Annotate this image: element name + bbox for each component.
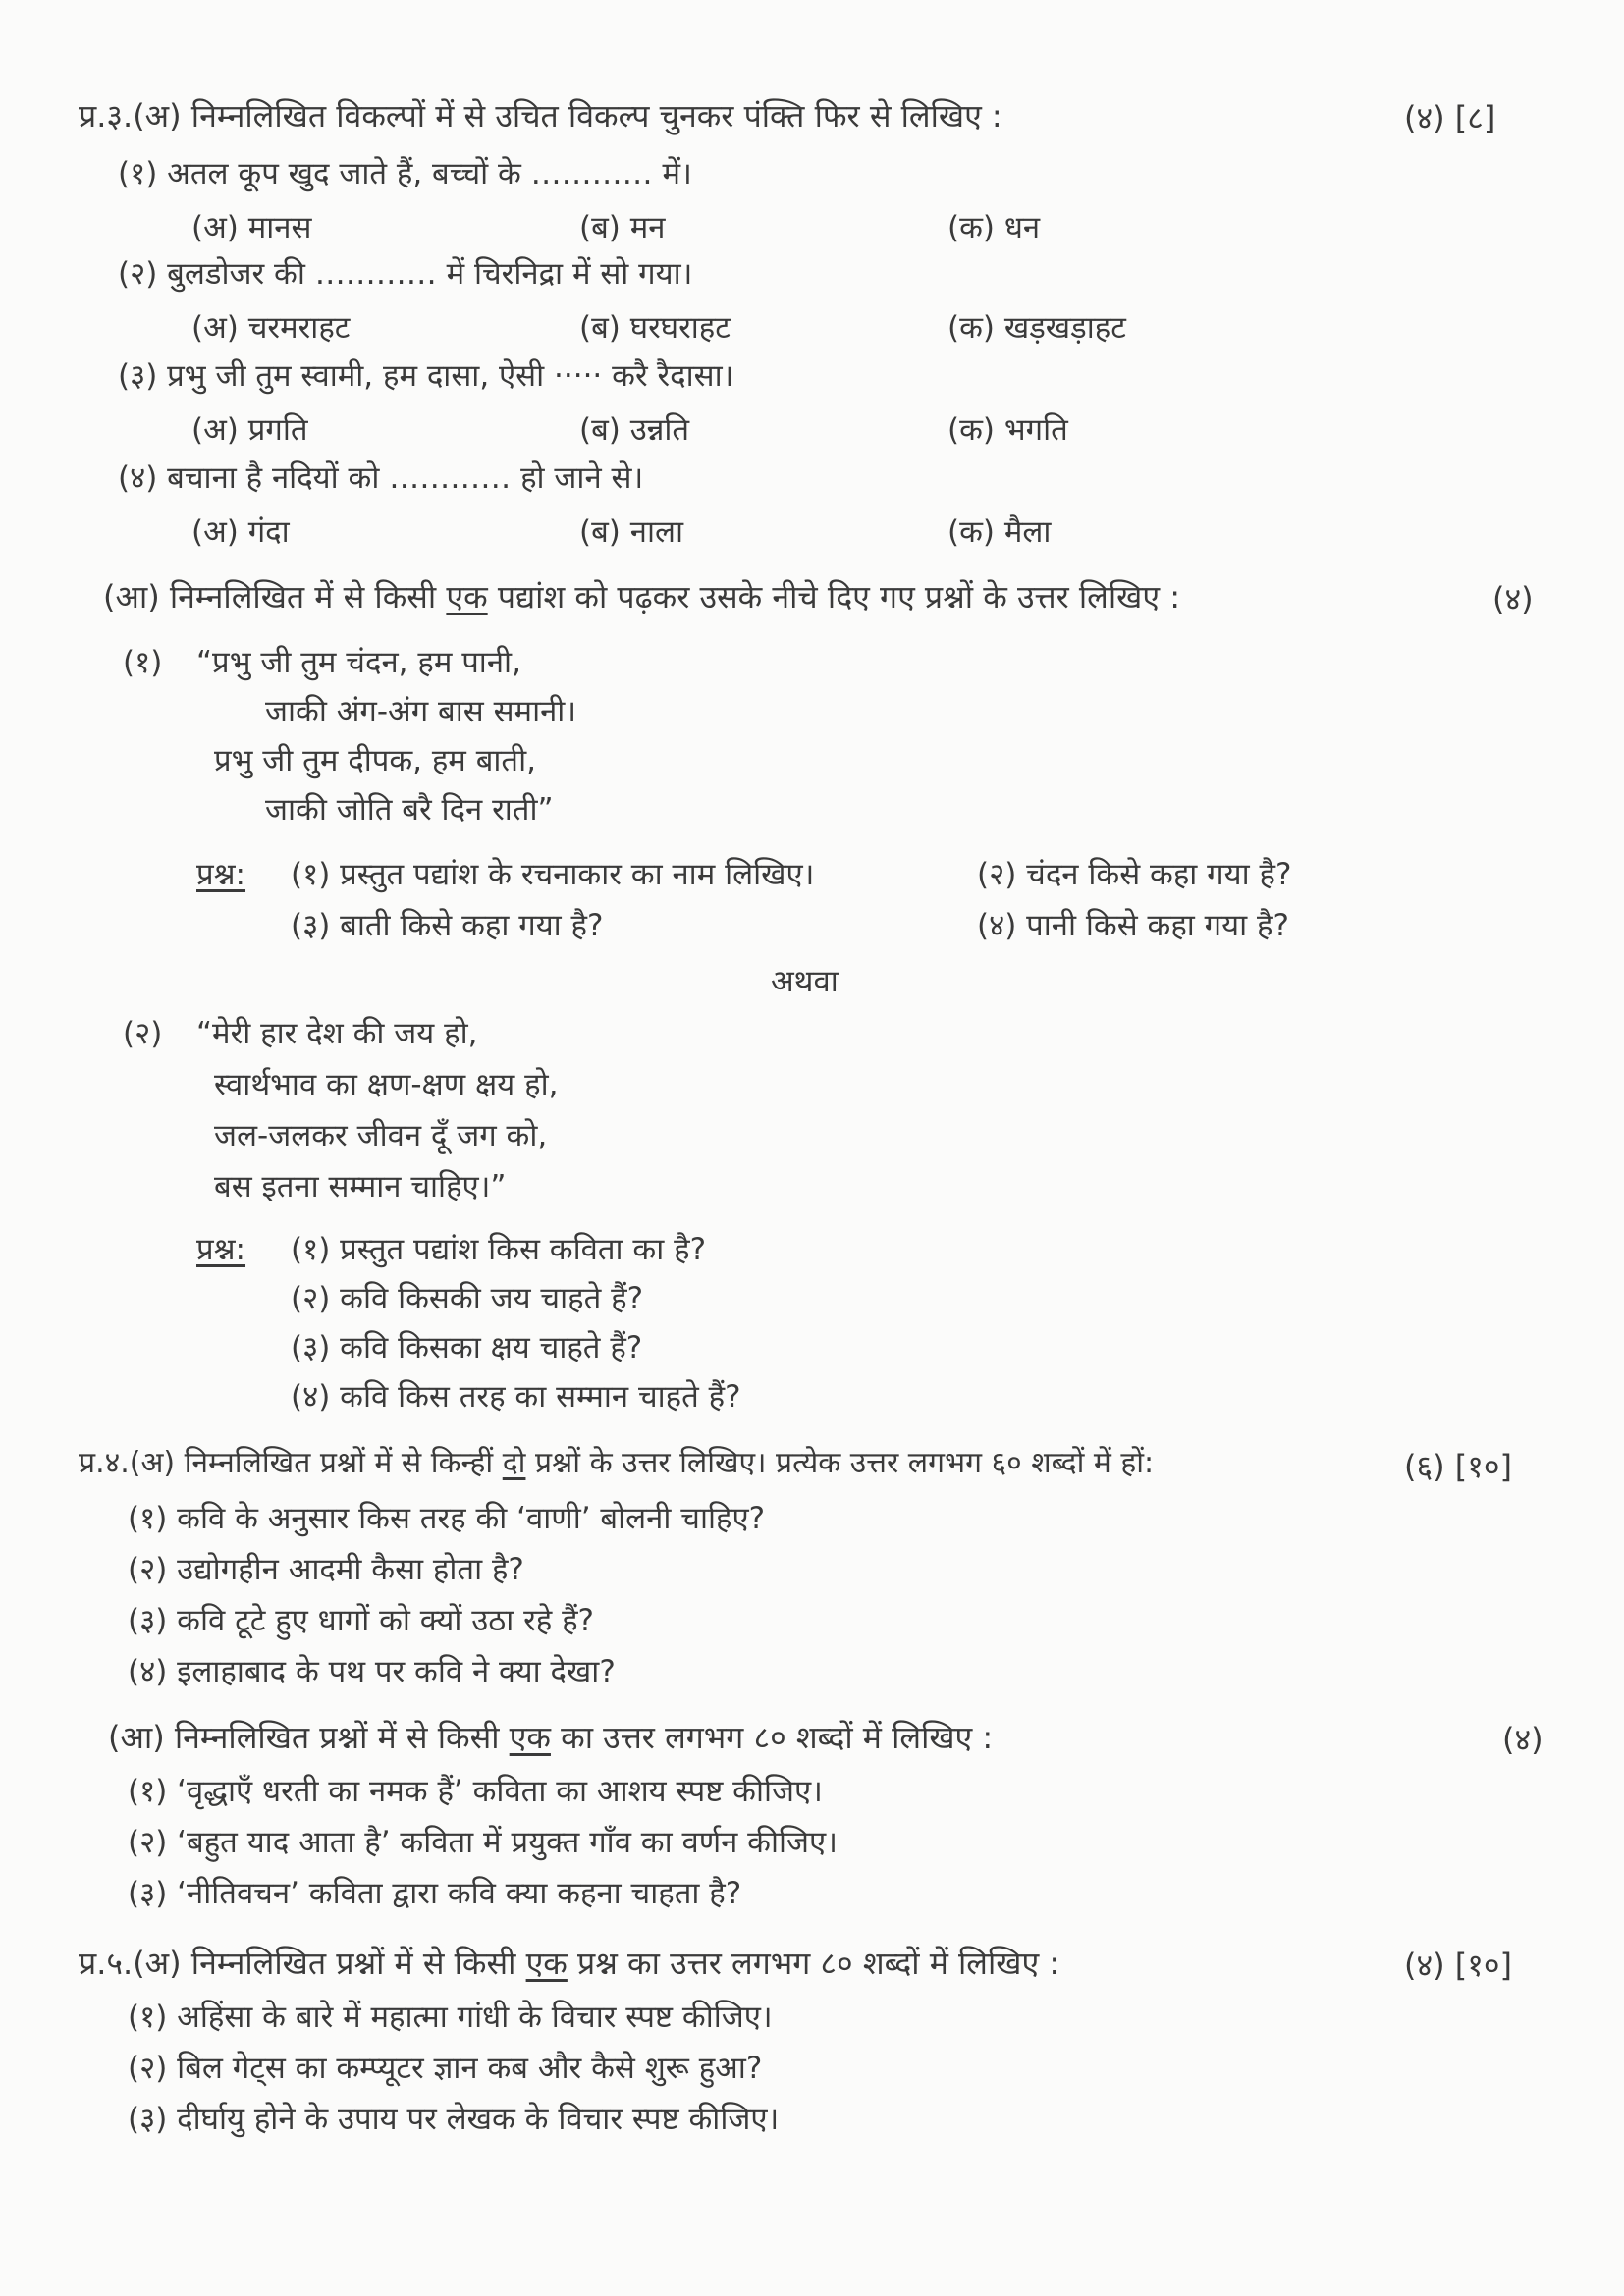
q3a-item-1-option-a: (अ) मानस xyxy=(191,210,312,245)
q4b-heading-pre: (आ) निम्नलिखित प्रश्नों में से किसी xyxy=(108,1719,510,1756)
poem2-prashn-label: प्रश्न: xyxy=(196,1232,246,1267)
q4a-heading-pre: प्र.४.(अ) निम्नलिखित प्रश्नों में से किन्हीं xyxy=(79,1446,503,1480)
athva-separator: अथवा xyxy=(771,964,839,999)
q3a-item-1-option-b: (ब) मन xyxy=(579,210,666,245)
q3a-marks: (४) [८] xyxy=(1404,99,1496,136)
poem1-question-1: (१) प्रस्तुत पद्यांश के रचनाकार का नाम लिखिए। xyxy=(291,857,815,892)
q5a-marks: (४) [१०] xyxy=(1404,1947,1513,1984)
q3a-item-2-option-k: (क) खड़खड़ाहट xyxy=(947,310,1126,346)
poem1-question-3: (३) बाती किसे कहा गया है? xyxy=(291,908,604,943)
poem2-line-1: “मेरी हार देश की जय हो, xyxy=(196,1016,478,1051)
q3a-item-2: (२) बुलडोजर की ………… में चिरनिद्रा में सो गया। xyxy=(118,256,693,292)
poem2-question-1: (१) प्रस्तुत पद्यांश किस कविता का है? xyxy=(291,1232,707,1267)
q5a-item-1: (१) अहिंसा के बारे में महात्मा गांधी के विचार स्पष्ट कीजिए। xyxy=(128,2000,773,2035)
poem2-line-3: जल-जलकर जीवन दूँ जग को, xyxy=(214,1118,548,1153)
q3a-item-1-option-k: (क) धन xyxy=(947,210,1041,245)
q3a-heading: प्र.३.(अ) निम्नलिखित विकल्पों में से उचित विकल्प चुनकर पंक्ति फिर से लिखिए : xyxy=(79,97,1002,134)
q3a-item-3-option-b: (ब) उन्नति xyxy=(579,412,690,448)
q3a-item-3-option-k: (क) भगति xyxy=(947,412,1068,448)
q3a-item-4-option-a: (अ) गंदा xyxy=(191,514,290,550)
poem2-question-3: (३) कवि किसका क्षय चाहते हैं? xyxy=(291,1330,643,1365)
poem1-prashn-label: प्रश्न: xyxy=(196,857,246,892)
q3a-item-1: (१) अतल कूप खुद जाते हैं, बच्चों के ………… में। xyxy=(118,156,692,191)
q4b-heading-post: का उत्तर लगभग ८० शब्दों में लिखिए : xyxy=(550,1719,994,1756)
q5a-heading xyxy=(79,1946,1059,1982)
q4a-item-1: (१) कवि के अनुसार किस तरह की ‘वाणी’ बोलनी चाहिए? xyxy=(128,1501,766,1536)
poem2-number: (२) xyxy=(123,1016,163,1051)
poem2-line-2: स्वार्थभाव का क्षण-क्षण क्षय हो, xyxy=(214,1067,559,1102)
poem2-question-2: (२) कवि किसकी जय चाहते हैं? xyxy=(291,1281,644,1316)
q4a-heading-post: प्रश्नों के उत्तर लिखिए। प्रत्येक उत्तर लगभग ६० शब्दों में हों: xyxy=(525,1446,1155,1480)
q4b-item-2: (२) ‘बहुत याद आता है’ कविता में प्रयुक्त गाँव का वर्णन कीजिए। xyxy=(128,1825,838,1860)
q3b-heading-pre: (आ) निम्नलिखित में से किसी xyxy=(103,578,447,615)
poem1-question-4: (४) पानी किसे कहा गया है? xyxy=(977,908,1289,943)
q4b-item-3: (३) ‘नीतिवचन’ कविता द्वारा कवि क्या कहना चाहता है? xyxy=(128,1876,742,1911)
poem1-line-4: जाकी जोति बरै दिन राती” xyxy=(265,792,554,828)
q3a-item-2-option-a: (अ) चरमराहट xyxy=(191,310,351,346)
q3a-item-4-option-k: (क) मैला xyxy=(947,514,1052,550)
q3a-item-2-option-b: (ब) घरघराहट xyxy=(579,310,731,346)
poem1-number: (१) xyxy=(123,645,163,680)
q4b-item-1: (१) ‘वृद्धाएँ धरती का नमक हैं’ कविता का आशय स्पष्ट कीजिए। xyxy=(128,1774,823,1809)
q4a-marks: (६) [१०] xyxy=(1404,1448,1513,1485)
q4b-heading xyxy=(108,1720,993,1756)
q4b-heading-underlined: एक xyxy=(509,1719,551,1756)
q3a-item-4-option-b: (ब) नाला xyxy=(579,514,684,550)
poem2-question-4: (४) कवि किस तरह का सम्मान चाहते हैं? xyxy=(291,1379,741,1415)
q4a-heading-underlined: दो xyxy=(502,1446,526,1480)
q4a-item-4: (४) इलाहाबाद के पथ पर कवि ने क्या देखा? xyxy=(128,1654,616,1689)
q5a-item-3: (३) दीर्घायु होने के उपाय पर लेखक के विचार स्पष्ट कीजिए। xyxy=(128,2102,780,2137)
poem1-question-2: (२) चंदन किसे कहा गया है? xyxy=(977,857,1292,892)
q5a-heading-post: प्रश्न का उत्तर लगभग ८० शब्दों में लिखिए : xyxy=(567,1945,1060,1982)
q3a-item-4: (४) बचाना है नदियों को ………… हो जाने से। xyxy=(118,460,644,496)
poem1-line-2: जाकी अंग-अंग बास समानी। xyxy=(265,694,577,729)
q3b-heading xyxy=(103,579,1180,615)
q5a-item-2: (२) बिल गेट्स का कम्प्यूटर ज्ञान कब और कैसे शुरू हुआ? xyxy=(128,2051,763,2086)
q3b-heading-underlined: एक xyxy=(446,578,488,615)
poem1-line-1: “प्रभु जी तुम चंदन, हम पानी, xyxy=(196,645,521,680)
q4a-item-2: (२) उद्योगहीन आदमी कैसा होता है? xyxy=(128,1552,524,1587)
q4a-heading xyxy=(79,1447,1154,1481)
poem2-line-4: बस इतना सम्मान चाहिए।” xyxy=(214,1169,507,1204)
q3b-marks: (४) xyxy=(1492,580,1534,617)
q5a-heading-underlined: एक xyxy=(525,1945,568,1982)
q3a-item-3: (३) प्रभु जी तुम स्वामी, हम दासा, ऐसी ····· करै रैदासा। xyxy=(118,358,734,394)
q5a-heading-pre: प्र.५.(अ) निम्नलिखित प्रश्नों में से किसी xyxy=(79,1945,526,1982)
q3b-heading-post: पद्यांश को पढ़कर उसके नीचे दिए गए प्रश्नों के उत्तर लिखिए : xyxy=(487,578,1180,615)
poem1-line-3: प्रभु जी तुम दीपक, हम बाती, xyxy=(214,743,536,778)
q3a-item-3-option-a: (अ) प्रगति xyxy=(191,412,308,448)
q4a-item-3: (३) कवि टूटे हुए धागों को क्यों उठा रहे हैं? xyxy=(128,1603,595,1638)
q4b-marks: (४) xyxy=(1502,1721,1543,1758)
